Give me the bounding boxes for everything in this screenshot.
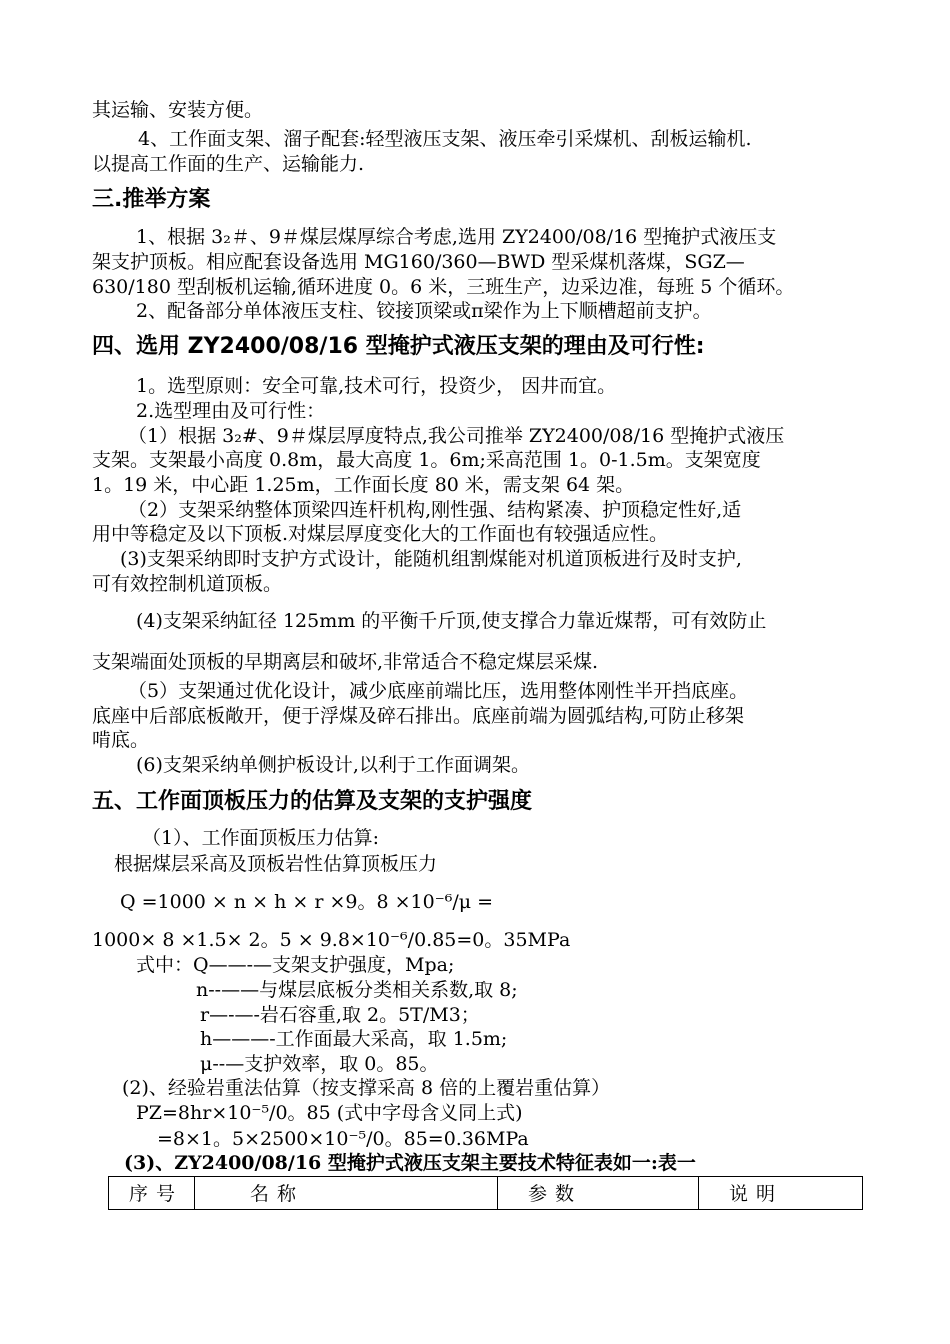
formula-line: Q =1000 × n × h × r ×9。8 ×10⁻⁶/μ =: [120, 891, 494, 913]
table-caption: (3)、ZY2400/08/16 型掩护式液压支架主要技术特征表如一:表一: [124, 1152, 696, 1174]
section-heading-3: 三.推举方案: [92, 187, 211, 212]
text-line: 底座中后部底板敞开，便于浮煤及碎石排出。底座前端为圆弧结构,可防止移架: [92, 705, 745, 727]
text-line: h———-工作面最大采高，取 1.5m;: [200, 1028, 508, 1050]
header-cell-name: 名 称: [195, 1177, 498, 1210]
formula-line: =8×1。5×2500×10⁻⁵/0。85=0.36MPa: [157, 1128, 529, 1150]
header-cell-params: 参 数: [498, 1177, 699, 1210]
section-heading-4: 四、选用 ZY2400/08/16 型掩护式液压支架的理由及可行性:: [92, 334, 705, 359]
text-line: r—-—-岩石容重,取 2。5T/M3；: [200, 1004, 480, 1026]
text-line: （1）根据 3₂#、9＃煤层厚度特点,我公司推举 ZY2400/08/16 型掩护式液压: [128, 425, 785, 447]
text-line: 用中等稳定及以下顶板.对煤层厚度变化大的工作面也有较强适应性。: [92, 523, 669, 545]
text-line: （5）支架通过优化设计，减少底座前端比压，选用整体刚性半开挡底座。: [128, 680, 749, 702]
section-heading-5: 五、工作面顶板压力的估算及支架的支护强度: [92, 789, 533, 814]
text-line: μ--—支护效率，取 0。85。: [200, 1053, 439, 1075]
text-line: 架支护顶板。相应配套设备选用 MG160/360—BWD 型采煤机落煤，SGZ—: [92, 251, 745, 273]
formula-line: 1000× 8 ×1.5× 2。5 × 9.8×10⁻⁶/0.85=0。35MPa: [92, 929, 571, 951]
text-line: (4)支架采纳缸径 125mm 的平衡千斤顶,使支撑合力靠近煤帮，可有效防止: [136, 610, 767, 632]
text-line: 式中：Q——-—支架支护强度，Mpa;: [136, 954, 455, 976]
text-line: 以提高工作面的生产、运输能力.: [92, 153, 365, 175]
text-line: n--——与煤层底板分类相关系数,取 8;: [196, 979, 518, 1001]
text-line: 1。选型原则：安全可靠,技术可行，投资少， 因井而宜。: [136, 375, 617, 397]
text-line: (3)支架采纳即时支护方式设计，能随机组割煤能对机道顶板进行及时支护,: [120, 548, 742, 570]
formula-line: PZ=8hr×10⁻⁵/0。85 (式中字母含义同上式): [136, 1102, 523, 1124]
text-line: 4、工作面支架、溜子配套:轻型液压支架、液压牵引采煤机、刮板运输机.: [138, 128, 752, 150]
spec-table: [108, 1176, 863, 1210]
text-line: 1。19 米，中心距 1.25m，工作面长度 80 米，需支架 64 架。: [92, 474, 635, 496]
text-line: （1）、工作面顶板压力估算:: [142, 827, 379, 849]
text-line: 啃底。: [92, 729, 150, 751]
text-line: 根据煤层采高及顶板岩性估算顶板压力: [114, 853, 438, 875]
text-line: 630/180 型刮板机运输,循环进度 0。6 米，三班生产，边采边准，每班 5 个循环。: [92, 276, 795, 298]
text-line: 支架。支架最小高度 0.8m，最大高度 1。6m;采高范围 1。0-1.5m。支架宽度: [92, 449, 761, 471]
header-cell-index: 序 号: [109, 1177, 195, 1210]
text-line: 可有效控制机道顶板。: [92, 573, 283, 595]
table-header-row: [109, 1177, 863, 1210]
text-line: （2）支架采纳整体顶梁四连杆机构,刚性强、结构紧凑、护顶稳定性好,适: [128, 499, 742, 521]
text-line: 1、根据 3₂＃、9＃煤层煤厚综合考虑,选用 ZY2400/08/16 型掩护式液压支: [136, 226, 777, 248]
text-line: 支架端面处顶板的早期离层和破坏,非常适合不稳定煤层采煤.: [92, 651, 599, 673]
text-line: 其运输、安装方便。: [92, 99, 264, 121]
text-line: (6)支架采纳单侧护板设计,以利于工作面调架。: [136, 754, 530, 776]
header-cell-notes: 说 明: [699, 1177, 863, 1210]
text-line: 2.选型理由及可行性：: [136, 400, 326, 422]
text-line: 2、配备部分单体液压支柱、铰接顶梁或π梁作为上下顺槽超前支护。: [136, 300, 712, 322]
text-line: (2)、经验岩重法估算（按支撑采高 8 倍的上覆岩重估算）: [122, 1077, 611, 1099]
